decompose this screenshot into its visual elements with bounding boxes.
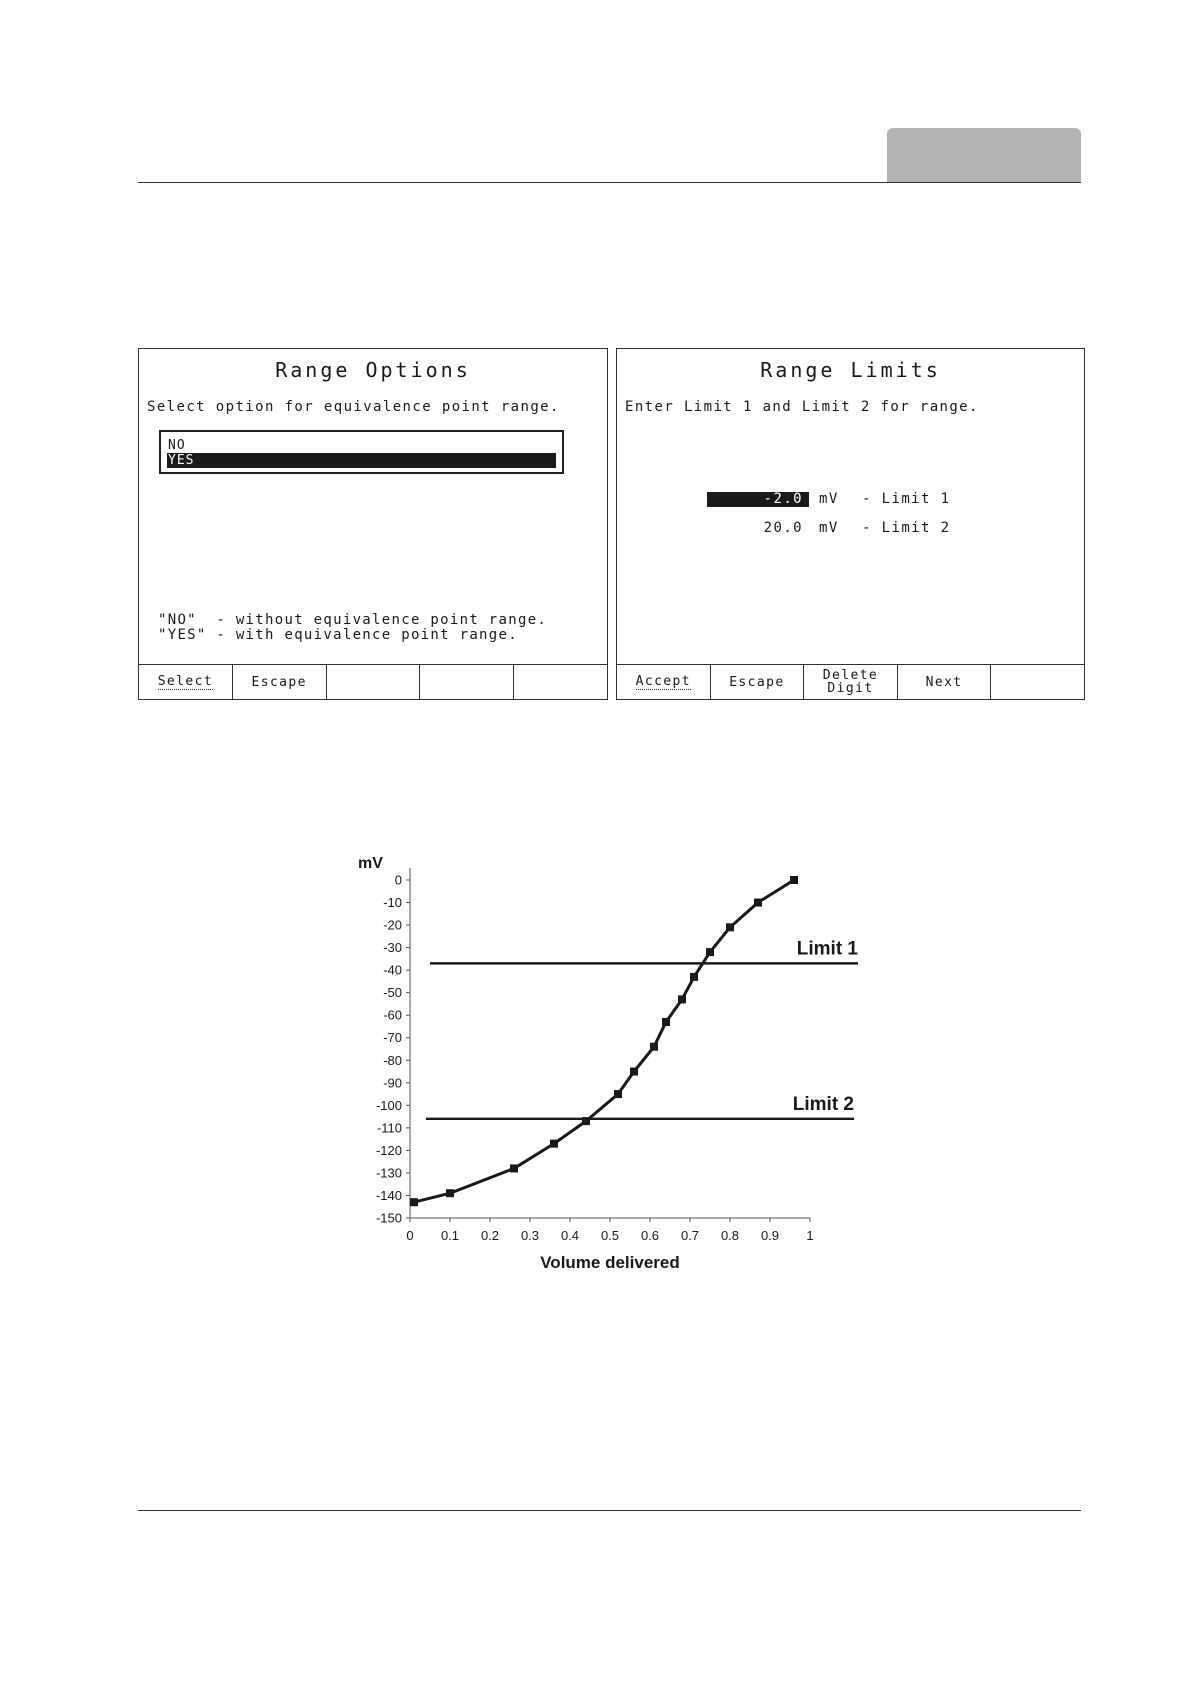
y-tick-label: -40 <box>383 962 402 978</box>
x-tick-label: 1 <box>806 1228 814 1243</box>
x-tick-label: 0.2 <box>480 1228 500 1243</box>
x-tick-label: 0.9 <box>760 1228 780 1243</box>
data-point <box>446 1189 454 1197</box>
footer-rule <box>138 1510 1081 1511</box>
escape-button[interactable]: Escape <box>233 665 327 699</box>
accept-button[interactable]: Accept <box>617 665 711 699</box>
data-point <box>410 1198 418 1206</box>
x-tick-label: 0.6 <box>640 1228 660 1243</box>
limit-1-input[interactable]: -2.0 <box>707 492 809 507</box>
limit-2-label: - Limit 2 <box>862 520 951 536</box>
y-tick-label: -50 <box>383 985 402 1001</box>
limit-1-annotation: Limit 1 <box>796 938 858 960</box>
help-line-yes: "YES" - with equivalence point range. <box>158 627 518 643</box>
header-tab <box>887 128 1081 182</box>
data-point <box>678 995 686 1003</box>
series-line <box>414 880 794 1202</box>
x-tick-label: 0.3 <box>520 1228 540 1243</box>
data-point <box>582 1117 590 1125</box>
screen-prompt: Select option for equivalence point range. <box>147 399 560 415</box>
next-button[interactable]: Next <box>898 665 992 699</box>
option-no[interactable]: NO <box>168 438 186 453</box>
limit-2-unit: mV <box>819 520 839 536</box>
option-yes[interactable]: YES <box>167 453 556 468</box>
y-tick-label: -140 <box>375 1187 402 1203</box>
range-limits-screen <box>616 348 1085 700</box>
data-point <box>706 948 714 956</box>
y-tick-label: -70 <box>383 1030 402 1046</box>
y-tick-label: -80 <box>383 1052 402 1068</box>
softkey-bar <box>617 664 1084 699</box>
limit-1-row <box>617 492 1084 507</box>
y-tick-label: -90 <box>383 1075 402 1091</box>
y-tick-label: -110 <box>376 1120 402 1136</box>
screen-prompt: Enter Limit 1 and Limit 2 for range. <box>625 399 979 415</box>
limit-2-row <box>617 521 1084 536</box>
y-tick-label: -20 <box>383 917 402 933</box>
y-tick-label: -10 <box>383 895 402 911</box>
delete-digit-button[interactable]: Delete Digit <box>804 665 898 699</box>
header-rule <box>138 182 1081 183</box>
option-list[interactable] <box>159 430 564 474</box>
y-tick-label: -130 <box>375 1165 402 1181</box>
softkey-3[interactable] <box>327 665 421 699</box>
x-tick-label: 0.7 <box>680 1228 700 1243</box>
data-point <box>614 1090 622 1098</box>
limit-1-unit: mV <box>819 491 839 507</box>
softkey-bar <box>139 664 607 699</box>
x-tick-label: 0.1 <box>440 1228 460 1243</box>
help-line-no: "NO" - without equivalence point range. <box>158 612 548 628</box>
softkey-5[interactable] <box>514 665 607 699</box>
x-tick-label: 0 <box>406 1228 414 1243</box>
x-tick-label: 0.4 <box>560 1228 580 1243</box>
range-options-screen <box>138 348 608 700</box>
x-tick-label: 0.8 <box>720 1228 740 1243</box>
y-tick-label: -100 <box>375 1097 402 1113</box>
screen-title: Range Limits <box>760 358 941 382</box>
y-tick-label: -150 <box>375 1210 402 1226</box>
data-point <box>550 1140 558 1148</box>
data-point <box>650 1043 658 1051</box>
limit-2-input[interactable]: 20.0 <box>763 520 803 536</box>
y-tick-label: -120 <box>375 1142 402 1158</box>
x-tick-label: 0.5 <box>600 1228 620 1243</box>
limit-1-label: - Limit 1 <box>862 491 951 507</box>
limit-2-annotation: Limit 2 <box>792 1093 854 1115</box>
softkey-5[interactable] <box>991 665 1084 699</box>
data-point <box>790 876 798 884</box>
y-tick-label: -30 <box>383 940 402 956</box>
screen-title: Range Options <box>275 358 471 382</box>
y-tick-label: -60 <box>383 1007 402 1023</box>
y-axis-label: mV <box>358 855 383 872</box>
data-point <box>630 1068 638 1076</box>
range-limits-chart <box>350 848 870 1278</box>
y-tick-label: 0 <box>394 872 402 888</box>
softkey-4[interactable] <box>420 665 514 699</box>
select-button[interactable]: Select <box>139 665 233 699</box>
escape-button[interactable]: Escape <box>711 665 805 699</box>
data-point <box>510 1164 518 1172</box>
data-point <box>662 1018 670 1026</box>
x-axis-label: Volume delivered <box>540 1253 680 1272</box>
data-point <box>690 973 698 981</box>
data-point <box>754 899 762 907</box>
data-point <box>726 923 734 931</box>
